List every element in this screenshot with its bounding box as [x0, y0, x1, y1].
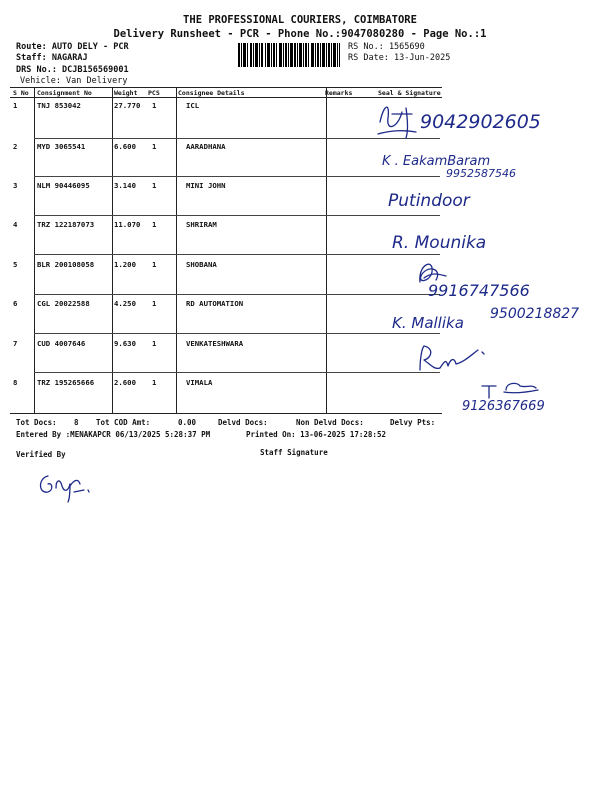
col-divider — [34, 87, 35, 413]
col-header-sno: S No — [13, 89, 29, 97]
route-label: Route: AUTO DELY - PCR — [16, 42, 129, 52]
delivered-docs-label: Delvd Docs: — [218, 418, 268, 427]
delivery-points-label: Delvy Pts: — [390, 418, 436, 427]
row-weight: 4.250 — [114, 299, 136, 308]
total-docs-label: Tot Docs: — [16, 418, 57, 427]
row-consignee: RD AUTOMATION — [186, 299, 244, 308]
col-divider — [176, 87, 177, 413]
signature-row-8 — [456, 376, 596, 414]
row-consignment-no: NLM 90446095 — [37, 181, 90, 190]
row-consignee: MINI JOHN — [186, 181, 226, 190]
row-consignment-no: TNJ 853042 — [37, 101, 81, 110]
table-bottom-rule — [10, 413, 442, 414]
row-pcs: 1 — [152, 142, 157, 151]
row-sno: 7 — [13, 339, 18, 348]
drs-number: DRS No.: DCJB156569001 — [16, 65, 129, 75]
svg-text:9916747566: 9916747566 — [428, 281, 530, 300]
row-consignment-no: CGL 20022588 — [37, 299, 90, 308]
runsheet-subtitle: Delivery Runsheet - PCR - Phone No.:9047080280 - Page No.:1 — [113, 28, 487, 40]
rs-date: RS Date: 13-Jun-2025 — [348, 53, 451, 63]
verifier-signature — [34, 466, 104, 502]
col-divider — [112, 87, 113, 413]
verified-by-label: Verified By — [16, 450, 66, 459]
row-consignment-no: MYD 3065541 — [37, 142, 86, 151]
staff-label: Staff: NAGARAJ — [16, 53, 88, 63]
row-sno: 2 — [13, 142, 18, 151]
row-sno: 1 — [13, 101, 18, 110]
vehicle-label: Vehicle: Van Delivery — [20, 76, 128, 86]
col-divider — [326, 87, 327, 413]
row-pcs: 1 — [152, 220, 157, 229]
row-weight: 27.770 — [114, 101, 141, 110]
signature-row-4 — [390, 226, 540, 256]
col-header-signature: Seal & Signature — [378, 89, 441, 97]
total-cod-label: Tot COD Amt: — [96, 418, 151, 427]
row-consignee: ICL — [186, 101, 200, 110]
svg-text:9042902605: 9042902605 — [420, 111, 541, 133]
col-header-consignment: Consignment No — [37, 89, 92, 97]
row-weight: 6.600 — [114, 142, 136, 151]
row-consignment-no: CUD 4007646 — [37, 339, 86, 348]
signature-row-5 — [412, 254, 572, 300]
entered-by: Entered By :MENAKAPCR 06/13/2025 5:28:37 PM — [16, 430, 211, 439]
row-weight: 9.630 — [114, 339, 136, 348]
table-top-rule — [10, 87, 442, 88]
row-sno: 3 — [13, 181, 18, 190]
col-header-remarks: Remarks — [325, 89, 353, 97]
total-cod-value: 0.00 — [178, 418, 197, 427]
printed-on: Printed On: 13-06-2025 17:28:52 — [246, 430, 386, 439]
row-consignee: SHRIRAM — [186, 220, 217, 229]
row-sno: 6 — [13, 299, 18, 308]
row-consignment-no: TRZ 195265666 — [37, 378, 95, 387]
row-sno: 8 — [13, 378, 18, 387]
signature-row-6 — [390, 300, 590, 334]
signature-row-3 — [386, 184, 536, 214]
signature-row-1 — [372, 92, 572, 144]
row-separator — [34, 254, 440, 255]
col-header-weight: Weight — [114, 89, 138, 97]
svg-text:9126367669: 9126367669 — [462, 399, 545, 414]
row-separator — [34, 372, 440, 373]
rs-number: RS No.: 1565690 — [348, 42, 425, 52]
row-pcs: 1 — [152, 378, 157, 387]
row-consignment-no: TRZ 122187073 — [37, 220, 95, 229]
svg-text:R. Mounika: R. Mounika — [392, 233, 487, 253]
row-separator — [34, 333, 440, 334]
row-weight: 11.070 — [114, 220, 141, 229]
row-sno: 5 — [13, 260, 18, 269]
row-consignee: AARADHANA — [186, 142, 226, 151]
non-delivered-docs-label: Non Delvd Docs: — [296, 418, 364, 427]
barcode-image — [238, 43, 340, 67]
col-header-pcs: PCS — [148, 89, 160, 97]
row-pcs: 1 — [152, 181, 157, 190]
col-header-consignee: Consignee Details — [178, 89, 245, 97]
total-docs-value: 8 — [74, 418, 79, 427]
svg-text:K . EakamBaram: K . EakamBaram — [382, 154, 491, 169]
staff-signature-label: Staff Signature — [260, 448, 328, 457]
svg-text:K. Mallika: K. Mallika — [392, 314, 464, 332]
row-consignee: VENKATESHWARA — [186, 339, 244, 348]
row-sno: 4 — [13, 220, 18, 229]
row-pcs: 1 — [152, 339, 157, 348]
signature-row-2 — [380, 147, 580, 181]
row-pcs: 1 — [152, 299, 157, 308]
row-weight: 2.600 — [114, 378, 136, 387]
row-separator — [34, 294, 440, 295]
svg-text:9952587546: 9952587546 — [446, 167, 516, 180]
signature-row-7 — [414, 340, 504, 374]
row-pcs: 1 — [152, 101, 157, 110]
row-consignee: SHOBANA — [186, 260, 217, 269]
row-weight: 3.140 — [114, 181, 136, 190]
row-consignment-no: BLR 200108058 — [37, 260, 95, 269]
row-pcs: 1 — [152, 260, 157, 269]
company-title: THE PROFESSIONAL COURIERS, COIMBATORE — [183, 14, 417, 26]
row-separator — [34, 215, 440, 216]
svg-text:9500218827: 9500218827 — [490, 306, 580, 322]
row-weight: 1.200 — [114, 260, 136, 269]
svg-text:Putindoor: Putindoor — [388, 191, 470, 211]
row-consignee: VIMALA — [186, 378, 213, 387]
